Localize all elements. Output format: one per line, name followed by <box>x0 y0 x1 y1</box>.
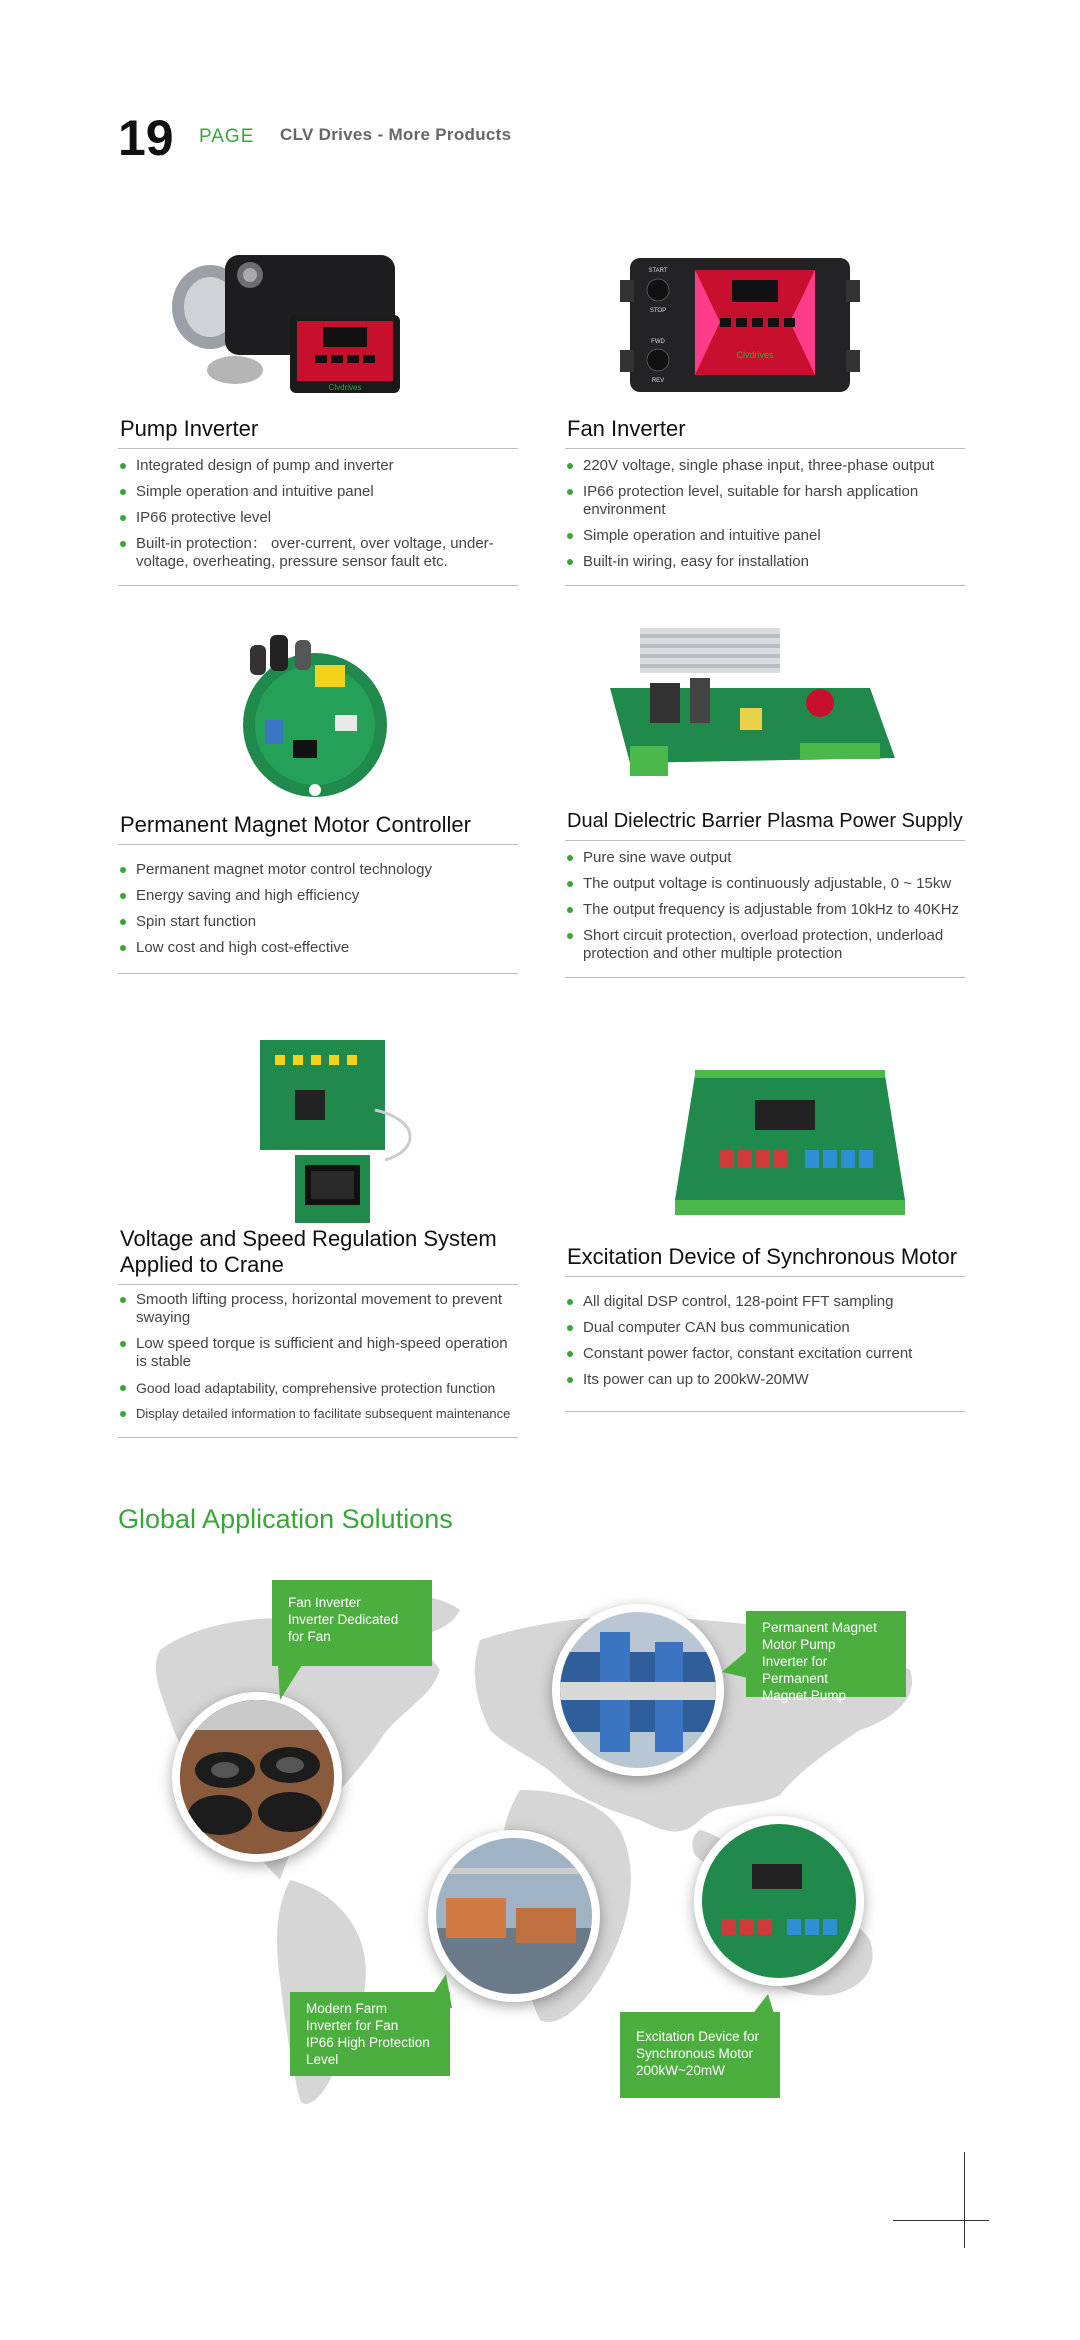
fan-label-fwd: FWD <box>651 339 665 345</box>
feature-item: The output frequency is adjustable from 10kHz to 40KHz <box>565 901 965 919</box>
fan-label-start: START <box>648 268 668 274</box>
global-section-title: Global Application Solutions <box>118 1504 453 1534</box>
feature-item: IP66 protective level <box>118 509 518 527</box>
feature-item: Display detailed information to facilitate subsequent maintenance <box>118 1405 518 1423</box>
feature-item: Simple operation and intuitive panel <box>118 483 518 501</box>
header-title: CLV Drives - More Products <box>280 125 512 144</box>
feature-item: Energy saving and high efficiency <box>118 887 518 905</box>
feature-item: Good load adaptability, comprehensive protection function <box>118 1379 518 1397</box>
callout-line: Excitation Device for <box>636 2029 760 2044</box>
callout-line: IP66 High Protection <box>306 2035 430 2050</box>
feature-item: Smooth lifting process, horizontal movement to prevent swaying <box>118 1291 518 1327</box>
callout-line: 200kW~20mW <box>636 2063 725 2078</box>
callout-line: Level <box>306 2052 339 2067</box>
product-title: Voltage and Speed Regulation System Applied to Crane <box>118 1226 518 1285</box>
feature-item: Built-in protection： over-current, over voltage, under-voltage, overheating, pressure sensor fault etc. <box>118 535 518 571</box>
pump-brand-text: Clvdrives <box>328 383 362 392</box>
fan-label-stop: STOP <box>649 308 667 314</box>
feature-item: Short circuit protection, overload protection, underload protection and other multiple protection <box>565 927 965 963</box>
product-title: Fan Inverter <box>565 416 965 449</box>
feature-item: Its power can up to 200kW-20MW <box>565 1371 965 1389</box>
feature-item: 220V voltage, single phase input, three-phase output <box>565 457 965 475</box>
callout-line: Inverter for Fan <box>306 2018 399 2033</box>
callout-line: Permanent Magnet <box>762 1620 877 1635</box>
crosshair-horizontal-line <box>893 2220 989 2221</box>
fan-label-rev: REV <box>651 378 665 384</box>
feature-item: Constant power factor, constant excitation current <box>565 1345 965 1363</box>
callout-line: Synchronous Motor <box>636 2046 754 2061</box>
feature-item: All digital DSP control, 128-point FFT sampling <box>565 1293 965 1311</box>
callout-line: Motor Pump <box>762 1637 836 1652</box>
product-title: Pump Inverter <box>118 416 518 449</box>
feature-item: Low cost and high cost-effective <box>118 939 518 957</box>
feature-item: Dual computer CAN bus communication <box>565 1319 965 1337</box>
page-word: PAGE <box>199 126 255 147</box>
feature-item: Spin start function <box>118 913 518 931</box>
callout-fan-inverter <box>272 1580 432 1666</box>
feature-item: Integrated design of pump and inverter <box>118 457 518 475</box>
feature-item: Pure sine wave output <box>565 849 965 867</box>
product-title: Permanent Magnet Motor Controller <box>118 812 518 845</box>
callout-line: for Fan <box>288 1629 331 1644</box>
feature-item: Built-in wiring, easy for installation <box>565 553 965 571</box>
callout-line: Fan Inverter <box>288 1595 361 1610</box>
fan-brand-text: Clvdrives <box>736 350 774 360</box>
product-title: Dual Dielectric Barrier Plasma Power Supply <box>565 808 965 841</box>
crosshair-vertical-line <box>964 2152 965 2248</box>
callout-excitation-device <box>620 2012 780 2098</box>
callout-line: Inverter Dedicated <box>288 1612 399 1627</box>
page-number: 19 <box>118 110 174 166</box>
callout-line: Magnet Pump <box>762 1688 847 1703</box>
feature-item: Simple operation and intuitive panel <box>565 527 965 545</box>
feature-item: The output voltage is continuously adjustable, 0 ~ 15kw <box>565 875 965 893</box>
product-title: Excitation Device of Synchronous Motor <box>565 1244 965 1277</box>
callout-modern-farm <box>290 1992 450 2076</box>
callout-line: Modern Farm <box>306 2001 388 2016</box>
feature-item: Permanent magnet motor control technology <box>118 861 518 879</box>
callout-pm-pump <box>746 1611 906 1703</box>
feature-item: IP66 protection level, suitable for harsh application environment <box>565 483 965 519</box>
feature-item: Low speed torque is sufficient and high-speed operation is stable <box>118 1335 518 1371</box>
callout-line: Inverter for Permanent <box>762 1654 829 1686</box>
